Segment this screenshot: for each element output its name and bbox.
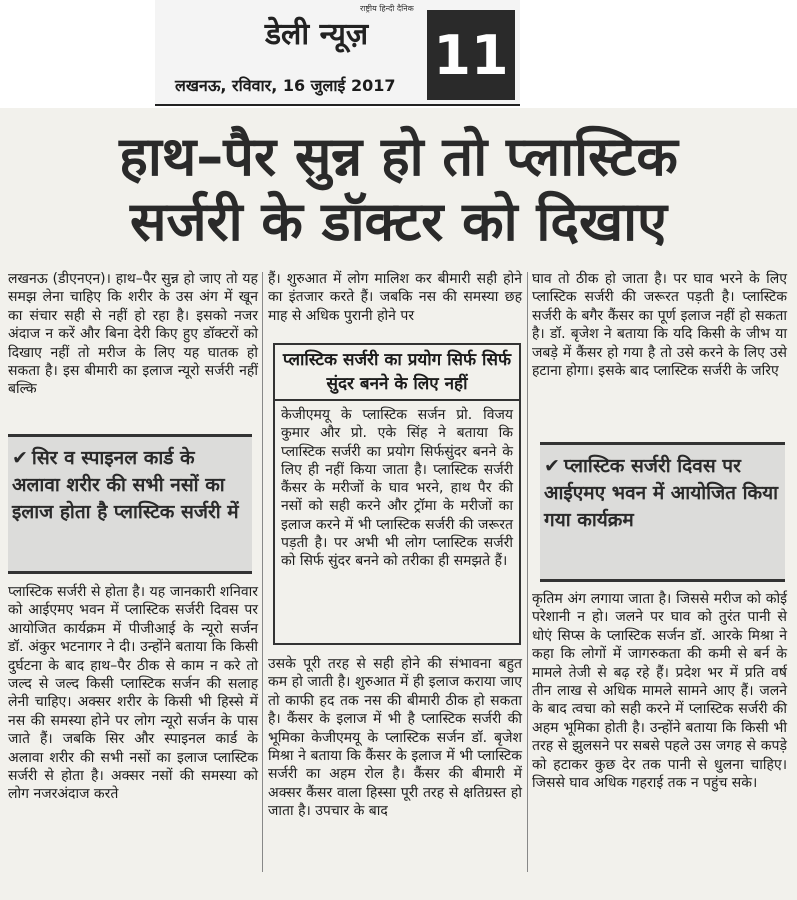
article-column-2-part-2: उसके पूरी तरह से सही होने की संभावना बहुत कम हो जाती है। शुरुआत में ही इलाज कराया जाए तो काफी हद तक नस की बीमारी ठीक हो सकता है। कैंसर के इलाज में भी है प्लास्टिक सर्जरी की भूमिका केजीएमयू के प्लास्टिक सर्जन डॉ. बृजेश मिश्रा ने बताया कि कैंसर के इलाज में भी प्लास्टिक सर्जरी का अहम रोल है। कैंसर की बीमारी में अक्सर कैंसर वाला हिस्सा पूरी तरह से क्षतिग्रस्त हो जाता है। उपचार के बाद bbox=[268, 656, 522, 820]
article-column-3-part-1: घाव तो ठीक हो जाता है। पर घाव भरने के लिए प्लास्टिक सर्जरी की जरूरत पड़ती है। प्लास्टिक सर्जरी के बगैर कैंसर का पूर्ण इलाज नहीं हो सकता है। डॉ. बृजेश ने बताया कि यदि किसी के जीभ या जबड़े में कैंसर हो गया है तो उसे करने के लिए उसे हटाना होगा। इसके बाद प्लास्टिक सर्जरी के जरिए bbox=[532, 271, 787, 380]
masthead bbox=[155, 0, 520, 106]
pullquote-left-text: सिर व स्पाइनल कार्ड के अलावा शरीर की सभी नसों का इलाज होता है प्लास्टिक सर्जरी में bbox=[12, 447, 239, 523]
checkmark-icon: ✔ bbox=[12, 447, 28, 469]
column-divider bbox=[262, 272, 263, 872]
page-number: 11 bbox=[427, 10, 515, 100]
pullquote-right bbox=[540, 442, 785, 582]
pullquote-right-text: प्लास्टिक सर्जरी दिवस पर आईएमए भवन में आयोजित किया गया कार्यक्रम bbox=[544, 455, 779, 531]
article-column-1-part-1: लखनऊ (डीएनएन)। हाथ–पैर सुन्न हो जाए तो यह समझ लेना चाहिए कि शरीर के उस अंग में खून का संचार सही से नहीं हो रहा है। इसको नजर अंदाज न करें और बिना देरी किए हुए डॉक्टरों को दिखाए नहीं तो मरीज के लिए यह घातक हो सकता है। इस बीमारी का इलाज न्यूरो सर्जरी नहीं बल्कि bbox=[8, 271, 258, 398]
pullquote-left bbox=[8, 434, 252, 574]
headline-line-2: सर्जरी के डॉक्टर को दिखाए bbox=[129, 190, 668, 253]
newspaper-name: डेली न्यूज़ bbox=[265, 17, 369, 52]
article-column-2-part-1: हैं। शुरुआत में लोग मालिश कर बीमारी सही होने का इंतजार करते हैं। जबकि नस की समस्या छह माह से अधिक पुरानी होने पर bbox=[268, 271, 522, 324]
article-column-1-part-2: प्लास्टिक सर्जरी से होता है। यह जानकारी शनिवार को आईएमए भवन में प्लास्टिक सर्जरी दिवस पर आयोजित कार्यक्रम में पीजीआई के न्यूरो सर्जन डॉ. अंकुर भटनागर ने दी। उन्होंने बताया कि किसी दुर्घटना के बाद हाथ–पैर ठीक से काम न करे तो जल्द से जल्द किसी प्लास्टिक सर्जन की सलाह लेनी चाहिए। अक्सर शरीर के किसी भी हिस्से में नस की समस्या होने पर लोग न्यूरो सर्जन के पास जाते हैं। जबकि सिर और स्पाइनल कार्ड के अलावा शरीर की सभी नसों का इलाज प्लास्टिक सर्जरी से होता है। अक्सर नसों की समस्या को लोग नजरअंदाज करते bbox=[8, 584, 258, 803]
inset-heading: प्लास्टिक सर्जरी का प्रयोग सिर्फ सिर्फ सुंदर बनने के लिए नहीं bbox=[275, 345, 519, 401]
article-column-3-part-2: कृतिम अंग लगाया जाता है। जिससे मरीज को कोई परेशानी न हो। जलने पर घाव को तुरंत पानी से धोएं सिप्स के प्लास्टिक सर्जन डॉ. आरके मिश्रा ने कहा कि लोगों में जागरुकता की कमी से बर्न के मामले तेजी से बढ़ रहे हैं। प्रदेश भर में प्रति वर्ष तीन लाख से अधिक मामले सामने आए हैं। जलने के बाद त्वचा को सही करने में प्लास्टिक सर्जरी की अहम भूमिका होती है। उन्होंने बताया कि किसी भी तरह से झुलसने पर सबसे पहले उस जगह से कपड़े को हटाकर कुछ देर तक पानी से धुलना चाहिए। जिससे घाव अधिक गहराई तक न पहुंच सके। bbox=[532, 591, 787, 792]
masthead-tagline: राष्ट्रीय हिन्दी दैनिक bbox=[360, 4, 414, 13]
column-divider bbox=[527, 272, 528, 872]
dateline: लखनऊ, रविवार, 16 जुलाई 2017 bbox=[175, 76, 396, 95]
checkmark-icon: ✔ bbox=[544, 455, 560, 477]
inset-box bbox=[273, 343, 521, 645]
inset-body: केजीएमयू के प्लास्टिक सर्जन प्रो. विजय कुमार और प्रो. एके सिंह ने बताया कि प्लास्टिक सर्जरी का प्रयोग सिर्फसुंदर बनने के लिए ही नहीं किया जाता है। प्लास्टिक सर्जरी कैंसर के मरीजों के घाव भरने, हाथ पैर की नसों को सही करने और ट्रॉमा के मरीजों का इलाज करने में भी प्लास्टिक सर्जरी की जरूरत पड़ती है। पर अभी भी लोग प्लास्टिक सर्जरी को सिर्फ सुंदर बनने को तरीका ही समझते हैं। bbox=[281, 407, 513, 570]
headline-line-1: हाथ–पैर सुन्न हो तो प्लास्टिक bbox=[119, 125, 678, 188]
